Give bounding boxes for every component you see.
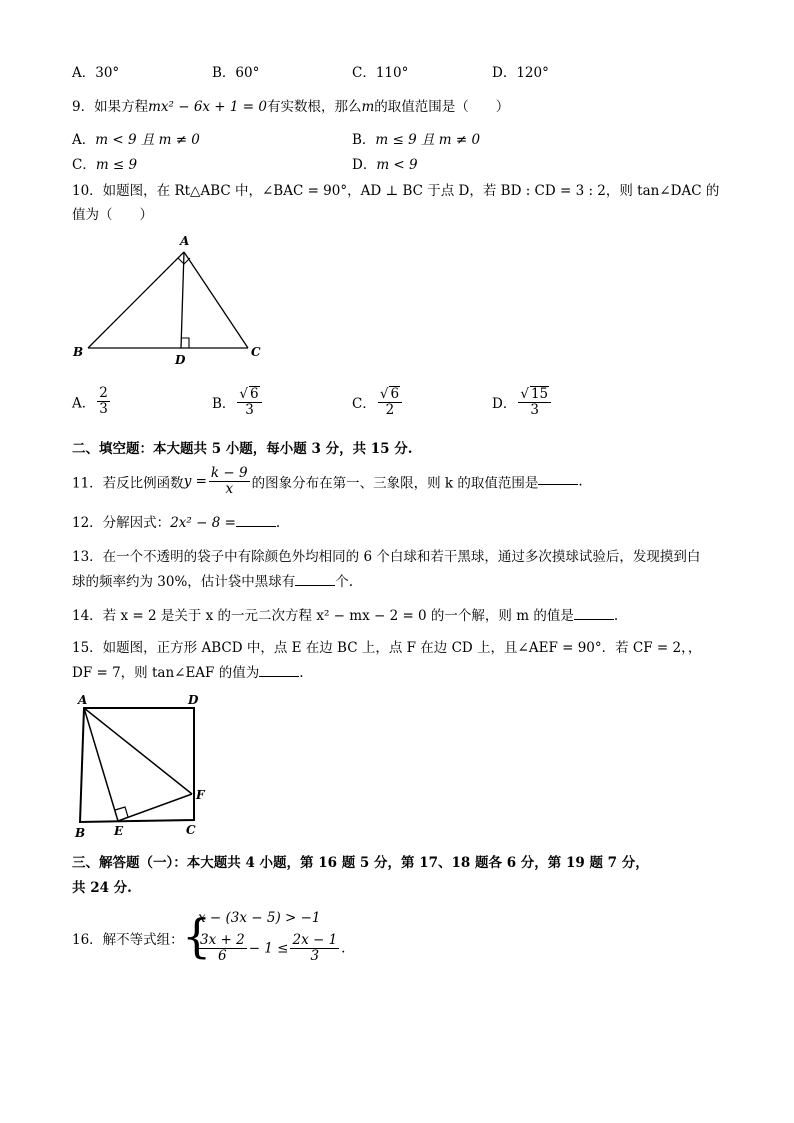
label-e: E — [114, 824, 124, 838]
q11: 11．若反比例函数y = $\frac{k - 9}{x}$ 的图象分布在第一、三象限，则 k 的取值范围是 . — [72, 465, 583, 497]
label-d: D — [175, 353, 186, 367]
side-ac — [184, 252, 248, 348]
q10-stem-line1: 10．如题图，在 Rt△ABC 中，∠BAC = 90°，AD ⊥ BC 于点 D，若 BD : CD = 3 : 2，则 tan∠DAC 的 — [72, 183, 720, 199]
q10-option-d: D． $\frac{√ 15}{3}$ — [492, 386, 553, 418]
q13-line2: 球的频率约为 30%，估计袋中黑球有 个. — [72, 574, 354, 590]
section-2-heading: 二、填空题：本大题共 5 小题，每小题 3 分，共 15 分. — [72, 441, 413, 457]
q16-inequality-system — [182, 905, 346, 977]
label-b: B — [75, 826, 86, 840]
section-3-heading-line2: 共 24 分. — [72, 880, 132, 896]
square-abcd — [80, 708, 194, 822]
q11-answer-blank[interactable] — [538, 472, 578, 485]
q9-option-c: C．m ≤ 9 — [72, 157, 138, 173]
q9-stem: 9．如果方程mx² − 6x + 1 = 0有实数根，那么m的取值范围是（ ） — [72, 99, 510, 115]
label-c: C — [251, 345, 261, 359]
q14-answer-blank[interactable] — [574, 607, 614, 620]
q10-triangle-figure — [70, 230, 270, 370]
q15-line1: 15．如题图，正方形 ABCD 中，点 E 在边 BC 上，点 F 在边 CD 上，且∠AEF = 90°．若 CF = 2，， — [72, 640, 702, 656]
q16-inequality-1: x − (3x − 5) > −1 — [198, 910, 321, 926]
section-3-heading-line1: 三、解答题（一）：本大题共 4 小题，第 16 题 5 分，第 17、18 题各 6 分，第 19 题 7 分， — [72, 855, 649, 871]
q10-stem-line2: 值为（ ） — [72, 207, 153, 223]
q9-option-a: A．m < 9 且 m ≠ 0 — [72, 132, 200, 148]
label-d: D — [188, 693, 199, 707]
label-c: C — [186, 823, 196, 837]
q12: 12．分解因式：2x² − 8 = . — [72, 515, 281, 531]
q10-option-a: A． $\frac{2}{3}$ — [72, 385, 108, 417]
q13-line1: 13．在一个不透明的袋子中有除颜色外均相同的 6 个白球和若干黑球，通过多次摸球试验后，发现摸到白 — [72, 549, 701, 565]
label-a: A — [180, 234, 190, 248]
label-a: A — [78, 693, 88, 707]
system-brace: { — [182, 909, 212, 963]
q9-option-d: D．m < 9 — [352, 157, 418, 173]
q16-inequality-2: $\frac{3x + 2}{6}$ − 1 ≤ $\frac{2x - 1}{3}$ . — [200, 932, 346, 964]
q8-option-b: B．60° — [212, 65, 260, 81]
segment-ae — [84, 708, 118, 821]
q9-option-b: B．m ≤ 9 且 m ≠ 0 — [352, 132, 481, 148]
segment-af — [84, 708, 192, 794]
q8-option-c: C．110° — [352, 65, 409, 81]
q14: 14．若 x = 2 是关于 x 的一元二次方程 x² − mx − 2 = 0 的一个解，则 m 的值是 . — [72, 608, 619, 624]
label-f: F — [196, 788, 205, 802]
q8-option-a: A．30° — [72, 65, 120, 81]
right-angle-mark-d — [181, 338, 189, 348]
q8-option-d: D．120° — [492, 65, 549, 81]
q16-label: 16．解不等式组： — [72, 932, 184, 948]
label-b: B — [73, 345, 84, 359]
q15-answer-blank[interactable] — [259, 664, 299, 677]
q10-option-b: B． $\frac{√ 6}{3}$ — [212, 386, 264, 418]
side-ab — [88, 252, 184, 348]
q15-square-figure — [70, 690, 220, 840]
q12-answer-blank[interactable] — [236, 514, 276, 527]
q15-line2: DF = 7，则 tan∠EAF 的值为 . — [72, 665, 304, 681]
altitude-ad — [181, 252, 184, 348]
q10-option-c: C． $\frac{√ 6}{2}$ — [352, 386, 404, 418]
segment-ef — [118, 794, 192, 821]
q13-answer-blank[interactable] — [295, 573, 335, 586]
